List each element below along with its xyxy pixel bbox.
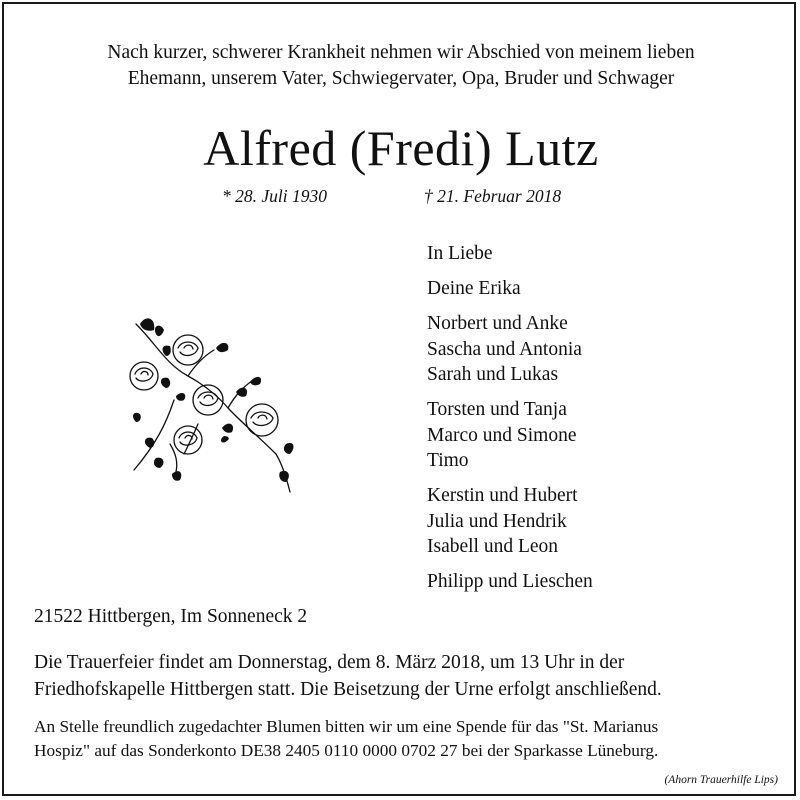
mourner-line: Deine Erika bbox=[427, 278, 521, 299]
mourner-line: Philipp und Lieschen bbox=[427, 571, 593, 592]
death-date: † 21. Februar 2018 bbox=[424, 186, 562, 206]
ceremony-info bbox=[34, 649, 662, 703]
mourner-line: Sascha und Antonia bbox=[427, 338, 582, 360]
mourner-group-2 bbox=[427, 311, 593, 388]
mourner-line: Torsten und Tanja bbox=[427, 399, 567, 420]
mourner-group-5 bbox=[427, 569, 593, 595]
mourner-group-0 bbox=[427, 241, 593, 267]
obituary-notice bbox=[2, 2, 796, 796]
mourner-line: Timo bbox=[427, 450, 469, 471]
donation-line-2: Hospiz" auf das Sonderkonto DE38 2405 0110 0000 0702 27 bei der Sparkasse Lüneburg. bbox=[34, 741, 659, 760]
mourner-line: Sarah und Lukas bbox=[427, 364, 559, 385]
rose-branch-icon bbox=[126, 304, 296, 499]
donation-line-1: An Stelle freundlich zugedachter Blumen bitten wir um eine Spende für das "St. Marianus bbox=[34, 717, 659, 736]
intro-line-1: Nach kurzer, schwerer Krankheit nehmen wir Abschied von meinem lieben bbox=[107, 42, 695, 63]
ceremony-line-2: Friedhofskapelle Hittbergen statt. Die Beisetzung der Urne erfolgt anschließend. bbox=[34, 679, 662, 700]
intro-line-2: Ehemann, unserem Vater, Schwiegervater, Opa, Bruder und Schwager bbox=[127, 68, 675, 89]
mourner-line: Kerstin und Hubert bbox=[427, 485, 578, 506]
ceremony-line-1: Die Trauerfeier findet am Donnerstag, dem 8. März 2018, um 13 Uhr in der bbox=[34, 652, 625, 673]
address: 21522 Hittbergen, Im Sonneneck 2 bbox=[34, 606, 308, 627]
mourner-line: Marco und Simone bbox=[427, 424, 577, 446]
mourner-line: Julia und Hendrik bbox=[427, 510, 567, 532]
mourner-line: Norbert und Anke bbox=[427, 313, 568, 334]
mourner-group-3 bbox=[427, 397, 593, 474]
birth-date: * 28. Juli 1930 bbox=[222, 186, 327, 206]
mourners-list bbox=[427, 241, 593, 604]
mourner-group-4 bbox=[427, 483, 593, 560]
mourner-group-1 bbox=[427, 276, 593, 302]
intro-text bbox=[4, 40, 798, 92]
deceased-name: Alfred (Fredi) Lutz bbox=[203, 120, 599, 176]
mourner-line: In Liebe bbox=[427, 243, 493, 264]
mourner-line: Isabell und Leon bbox=[427, 536, 559, 557]
funeral-home-credit: (Ahorn Trauerhilfe Lips) bbox=[664, 774, 778, 786]
donation-request bbox=[34, 715, 658, 763]
